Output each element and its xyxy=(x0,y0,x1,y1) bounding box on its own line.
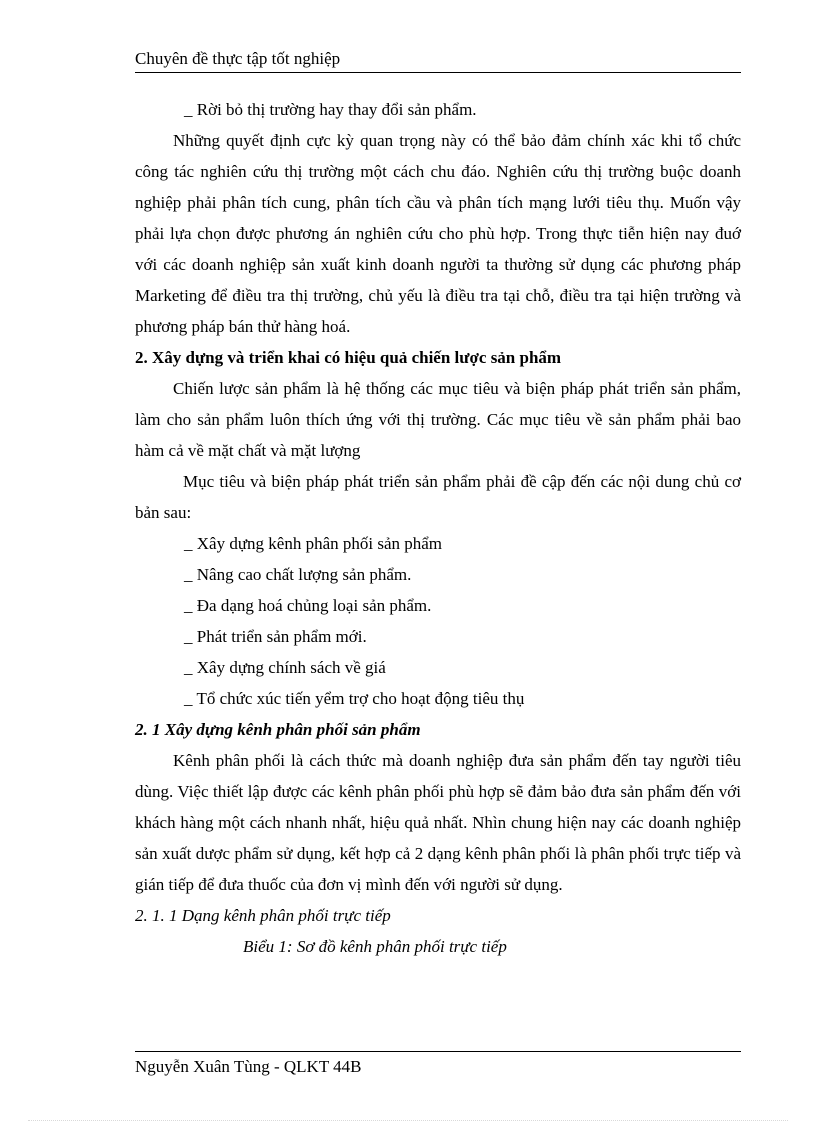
list-item: _ Phát triển sản phẩm mới. xyxy=(184,627,367,646)
paragraph: Chiến lược sản phẩm là hệ thống các mục tiêu và biện pháp phát triển sản phẩm, làm cho sản phẩm luôn thích ứng với thị trường. Các mục tiêu về sản phẩm phải bao hàm cả về mặt chất và mặt lượng xyxy=(135,379,741,460)
paragraph: Kênh phân phối là cách thức mà doanh nghiệp đưa sản phẩm đến tay người tiêu dùng. Việc thiết lập được các kênh phân phối phù hợp sẽ đảm bảo đưa sản phẩm đến với khách hàng một cách nhanh nhất, hiệu quả nhất. Nhìn chung hiện nay các doanh nghiệp sản xuất dược phẩm sử dụng, kết hợp cả 2 dạng kênh phân phối là phân phối trực tiếp và gián tiếp để đưa thuốc của đơn vị mình đến với người sử dụng. xyxy=(135,751,741,894)
paragraph: Mục tiêu và biện pháp phát triển sản phẩm phải đề cập đến các nội dung chủ cơ bản sau: xyxy=(135,472,741,522)
header-title: Chuyên đề thực tập tốt nghiệp xyxy=(135,49,341,68)
list-item: _ Nâng cao chất lượng sản phẩm. xyxy=(184,565,412,584)
section-heading: 2. Xây dựng và triển khai có hiệu quả chiến lược sản phẩm xyxy=(135,348,562,367)
list-item: _ Xây dựng kênh phân phối sản phẩm xyxy=(184,534,443,553)
page-footer xyxy=(135,1055,362,1079)
page-header xyxy=(135,48,741,73)
list-item: _ Rời bỏ thị trường hay thay đổi sản phẩm. xyxy=(184,100,477,119)
list-item: _ Đa dạng hoá chủng loại sản phẩm. xyxy=(184,596,432,615)
paragraph: Những quyết định cực kỳ quan trọng này có thể bảo đảm chính xác khi tổ chức công tác nghiên cứu thị trường một cách chu đáo. Nghiên cứu thị trường buộc doanh nghiệp phải phân tích cung, phân tích cầu và phân tích mạng lưới tiêu thụ. Muốn vậy phải lựa chọn được phương án nghiên cứu cho phù hợp. Trong thực tiễn hiện nay đuớ với các doanh nghiệp sản xuất kinh doanh người ta thường sử dụng các phương pháp Marketing để điều tra thị trường, chủ yếu là điều tra tại chỗ, điều tra tại hiện trường và phương pháp bán thử hàng hoá. xyxy=(135,131,741,336)
footer-divider xyxy=(135,1051,741,1052)
list-item: _ Tổ chức xúc tiến yểm trợ cho hoạt động tiêu thụ xyxy=(184,689,525,708)
subsubsection-heading: 2. 1. 1 Dạng kênh phân phối trực tiếp xyxy=(135,906,391,925)
figure-caption: Biểu 1: Sơ đồ kênh phân phối trực tiếp xyxy=(243,937,507,956)
subsection-heading: 2. 1 Xây dựng kênh phân phối sản phẩm xyxy=(135,720,421,739)
document-body xyxy=(135,94,741,962)
list-item: _ Xây dựng chính sách về giá xyxy=(184,658,386,677)
footer-author: Nguyễn Xuân Tùng - QLKT 44B xyxy=(135,1057,362,1076)
page-edge xyxy=(28,1120,788,1121)
